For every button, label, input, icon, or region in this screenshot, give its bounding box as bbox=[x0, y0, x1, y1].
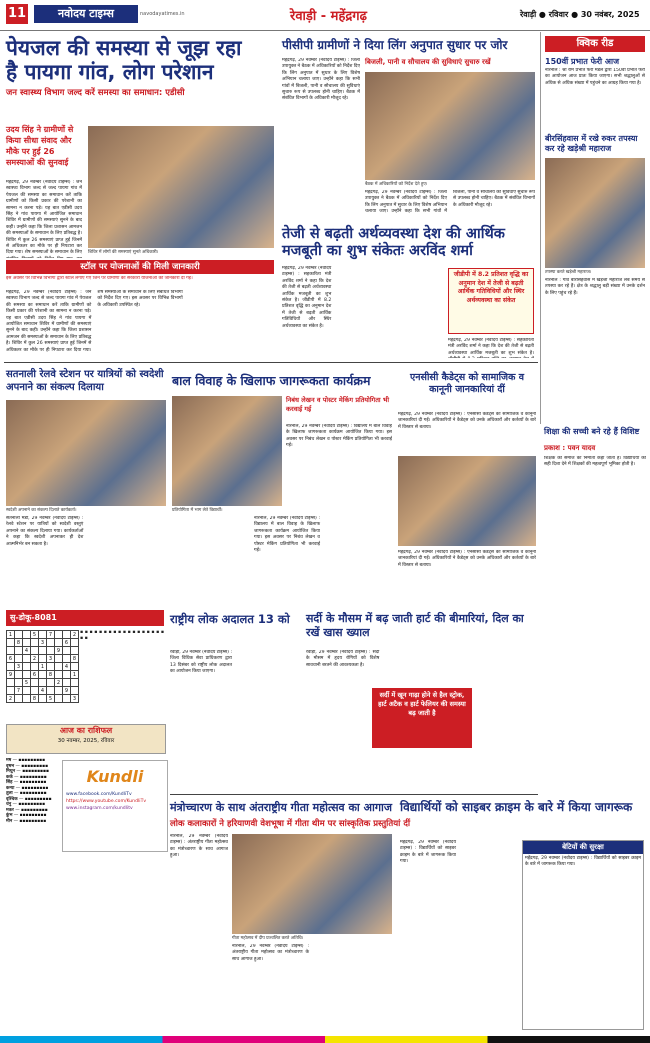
lead-body: महेंद्रगढ़, 29 नवम्बर (नवोदय टाइम्स) : जन स्वास्थ्य विभाग जल्द से जल्द पायगा गांव में पेयजल की समस्या का समाधान करें ताकि ग्रामीणों को किसी प्रकार की परेशानी का सामना न करना पड़े। यह बात एडीसी उदय सिंह ने गांव पायगा में आयोजित समाधान शिविर में ग्रामीणों की समस्याएं सुनने के बाद कही। उन्होंने कहा कि जिला प्रशासन आमजन की समस्याओं के समाधान के लिए प्रतिबद्ध है। शिविर में कुल 26 समस्याएं प्राप्त हुई जिनमें से अधिकतर का मौके पर ही निपटारा कर दिया गया। शेष समस्याओं के समाधान के लिए bbox=[6, 180, 82, 256]
ncc-headline: एनसीसी कैडेट्स को सामाजिक व कानूनी जानकारियां दीं bbox=[410, 372, 524, 395]
winter-box: सर्दी में खून गाढ़ा होने से हैल स्ट्रोक, हार्ट अटैक व हार्ट फेलियर की समस्या बढ़ जाती है bbox=[372, 688, 472, 748]
stalls-bar: स्टॉल पर योजनाओं की मिली जानकारी bbox=[6, 260, 274, 274]
paper-logo: नवोदय टाइम्स bbox=[34, 5, 138, 23]
gita-body-cont: नारनौल, 29 नवम्बर (नवोदय टाइम्स) : अंतराष्ट्रीय गीता महोत्सव का मंत्रोच्चारण के साथ आगाज हुआ। bbox=[232, 944, 309, 962]
gita-body: नारनौल, 29 नवम्बर (नवोदय टाइम्स) : अंतराष्ट्रीय गीता महोत्सव का मंत्रोच्चारण के साथ आगाज हुआ। bbox=[170, 834, 228, 859]
child-marriage-headline: बाल विवाह के खिलाफ जागरूकता कार्यक्रम bbox=[172, 373, 371, 388]
child-marriage-body-cont: नारनौल, 29 नवम्बर (नवोदय टाइम्स) : विद्यालय में बाल विवाह के खिलाफ जागरूकता कार्यक्रम आयोजित किया गया। इस अवसर पर निबंध लेखन व पोस्टर मेकिंग प्रतियोगिता भी करवाई गई। bbox=[254, 516, 320, 554]
horoscope-sign: मिथुन — ▪▪▪▪▪▪▪▪▪ bbox=[6, 769, 49, 774]
ncc-body: महेंद्रगढ़, 29 नवम्बर (नवोदय टाइम्स) : एनसीसी कैडेट्स को सामाजिक व कानूनी जानकारियां दी गईं। अधिकारियों ने कैडेट्स को उनके अधिकारों और कर्तव्यों के बारे में विस्तार से बताया। bbox=[398, 412, 536, 430]
quick-read-label: क्विक रीड bbox=[545, 36, 645, 52]
lead-headline-2: है पायगा गांव, लोग परेशान bbox=[6, 60, 214, 85]
lok-adalat-headline: राष्ट्रीय लोक अदालत 13 को bbox=[170, 612, 290, 626]
horoscope-sign: सिंह — ▪▪▪▪▪▪▪▪▪ bbox=[6, 780, 47, 785]
sudoku-label: सु-डोकू-8081 bbox=[6, 610, 164, 626]
cyber-body: महेंद्रगढ़, 29 नवम्बर (नवोदय टाइम्स) : विद्यार्थियों को साइबर क्राइम के बारे में जागरूक किया गया। bbox=[400, 840, 456, 865]
section-divider bbox=[4, 362, 538, 363]
horoscope-header bbox=[6, 724, 166, 754]
kundli-url-facebook[interactable]: www.facebook.com/KundliTv bbox=[66, 792, 132, 797]
qr-item1-title: 150वीं प्रभात फेरी आज bbox=[545, 57, 620, 66]
lead-kicker: उदय सिंह ने ग्रामीणों से किया सीधा संवाद और मौके पर हुई 26 समस्याओं की सुनवाई bbox=[6, 125, 74, 167]
child-marriage-body: नारनौल, 29 नवम्बर (नवोदय टाइम्स) : विद्यालय में बाल विवाह के खिलाफ जागरूकता कार्यक्रम आयोजित किया गया। इस अवसर पर निबंध लेखन व पोस्टर मेकिंग प्रतियोगिता भी करवाई गई। bbox=[286, 424, 392, 449]
railway-body: सतनाली मंडी, 29 नवम्बर (नवोदय टाइम्स) : रेलवे स्टेशन पर यात्रियों को स्वदेशी वस्तुएं अपनाने का संकल्प दिलाया गया। कार्यकर्ताओं ने कहा कि स्वदेशी अपनाकर ही देश आत्मनिर्भर बन सकता है। bbox=[6, 516, 84, 547]
horoscope-sign: मेष — ▪▪▪▪▪▪▪▪▪ bbox=[6, 758, 46, 763]
lead-body-cont: महेंद्रगढ़, 29 नवम्बर (नवोदय टाइम्स) : जन स्वास्थ्य विभाग जल्द से जल्द पायगा गांव में पेयजल की समस्या का समाधान करें ताकि ग्रामीणों को किसी प्रकार की परेशानी का सामना न करना पड़े। यह बात एडीसी उदय सिंह ने गांव पायगा में आयोजित समाधान शिविर में ग्रामीणों की समस्याएं सुनने के बाद कही। उन्होंने कहा कि जिला प्रशासन आमजन की समस्याओं के समाधान के लिए प्रतिबद्ध है। शिविर में कुल 26 समस्याएं प्राप्त हुई जिनमें से अधिकतर का मौके पर ही निपटारा कर दिया गया। शेष समस्याओं के समाधान के लिए संबंधित विभागों को निर्देश दिए गए। इस अवसर पर विभिन्न विभागों के अधिकारी उपस्थित रहे। bbox=[6, 290, 183, 353]
sudoku-rules: ▪ ▪ ▪ ▪ ▪ ▪ ▪ ▪ ▪ ▪ ▪ ▪ ▪ ▪ ▪ ▪ ▪ ▪ ▪ ▪ bbox=[80, 630, 164, 642]
horoscope-sign: तुला — ▪▪▪▪▪▪▪▪▪ bbox=[6, 791, 47, 796]
economy-pull-quote: जीडीपी में 8.2 प्रतिशत वृद्धि का अनुमान देश में तेजी से बढ़ती आर्थिक गतिविधियों और स्थिर अर्थव्यवस्था का संकेत bbox=[448, 268, 534, 334]
section-divider bbox=[170, 794, 538, 795]
lead-photo-caption: शिविर में लोगों की समस्याएं सुनते अधिकारी। bbox=[88, 250, 159, 255]
education-body: शिक्षक को समाज का निर्माता कहा जाता है। विद्यार्थियों को सही दिशा देने में शिक्षकों की महत्वपूर्ण भूमिका होती है। bbox=[544, 456, 646, 468]
economy-body: महेंद्रगढ़, 29 नवम्बर (नवोदय टाइम्स) : सहकारिता मंत्री अरविंद शर्मा ने कहा कि देश की तेजी से बढ़ती अर्थव्यवस्था आर्थिक मजबूती का शुभ संकेत है। जीडीपी में 8.2 प्रतिशत वृद्धि का अनुमान देश में तेजी से बढ़ती आर्थिक गतिविधियों और स्थिर अर्थव्यवस्था का संकेत है। bbox=[282, 266, 332, 329]
pc-body: महेंद्रगढ़, 29 नवम्बर (नवोदय टाइम्स) : जिला उपायुक्त ने बैठक में अधिकारियों को निर्देश दिए कि लिंग अनुपात में सुधार के लिए विशेष अभियान चलाया जाए। उन्होंने कहा कि सभी गांवों में बिजली, पानी व सौचालय की सुविधाएं सुचारु रूप से उपलब्ध होनी चाहिए। बैठक में संबंधित विभागों के अधिकारी मौजूद रहे। bbox=[282, 58, 360, 102]
pc-headline: पीसीपी ग्रामीणों ने दिया लिंग अनुपात सुधार पर जोर bbox=[282, 38, 508, 52]
education-sub: प्रकाश : पवन यादव bbox=[544, 444, 596, 452]
winter-body: रेवाड़ी, 29 नवम्बर (नवोदय टाइम्स) : सर्दी के मौसम में हृदय रोगियों को विशेष सावधानी बरतने की आवश्यकता है। bbox=[306, 650, 380, 668]
lead-story bbox=[6, 36, 274, 98]
horoscope-sign: धनु — ▪▪▪▪▪▪▪▪▪ bbox=[6, 802, 46, 807]
pc-photo bbox=[365, 72, 535, 180]
paper-url: navodayatimes.in bbox=[140, 11, 185, 17]
gita-caption: गीता महोत्सव में दीप प्रज्वलित करते अतिथि। bbox=[232, 936, 304, 941]
lead-headline-1: पेयजल की समस्या से जूझ रहा bbox=[6, 36, 242, 60]
lead-subhead: जन स्वास्थ्य विभाग जल्द करें समस्या का समाधान: एडीसी bbox=[6, 88, 185, 99]
gita-headline-1: मंत्रोच्चारण के साथ अंतराष्ट्रीय गीता महोत्सव का आगाज bbox=[170, 801, 393, 814]
horoscope-sign: मकर — ▪▪▪▪▪▪▪▪▪ bbox=[6, 807, 48, 813]
horoscope-sign: वृश्चिक — ▪▪▪▪▪▪▪▪▪ bbox=[6, 796, 52, 802]
qr-item2-title: बीरसिंहवास में रखे रुकर तपस्या कर रहे खड़ेश्री महाराज bbox=[545, 134, 638, 153]
economy-body-cont: महेंद्रगढ़, 29 नवम्बर (नवोदय टाइम्स) : सहकारिता मंत्री अरविंद शर्मा ने कहा कि देश की तेजी से बढ़ती अर्थव्यवस्था आर्थिक मजबूती का शुभ संकेत है। bbox=[448, 338, 534, 356]
horoscope-sign: कुंभ — ▪▪▪▪▪▪▪▪▪ bbox=[6, 813, 47, 818]
winter-headline: सर्दी के मौसम में बढ़ जाती हार्ट की बीमारियां, दिल का रखें खास ख्याल bbox=[306, 612, 524, 639]
gita-headline-2: लोक कलाकारों ने हरियाणवी वेशभूषा में गीता थीम पर सांस्कृतिक प्रस्तुतियां दीं bbox=[170, 819, 411, 829]
railway-caption: स्वदेशी अपनाने का संकल्प दिलाते कार्यकर्ता। bbox=[6, 508, 77, 513]
print-color-strip bbox=[0, 1036, 650, 1043]
horoscope-title: आज का राशिफल bbox=[59, 726, 113, 735]
masthead bbox=[0, 0, 650, 31]
pc-sub: बिजली, पानी व सौचालय की सुविधाएं सुचारु रखें bbox=[365, 58, 491, 66]
kundli-url-instagram[interactable]: www.instagram.com/kundlitv bbox=[66, 806, 133, 811]
stalls-intro: इस अवसर पर विभिन्न विभागों द्वारा स्टॉल लगाए गए जिन पर ग्रामीणों को सरकारी योजनाओं की जानकारी दी गई। bbox=[6, 276, 193, 281]
qr-item2-caption: तपस्या करते खड़ेश्री महाराज। bbox=[545, 270, 592, 275]
ncc-photo bbox=[398, 456, 536, 546]
pc-body-cont: महेंद्रगढ़, 29 नवम्बर (नवोदय टाइम्स) : जिला उपायुक्त ने बैठक में अधिकारियों को निर्देश दिए कि लिंग अनुपात में सुधार के लिए विशेष अभियान चलाया जाए। उन्होंने कहा कि सभी गांवों में बिजली, पानी व सौचालय की सुविधाएं सुचारु रूप से उपलब्ध होनी चाहिए। बैठक में संबंधित विभागों के अधिकारी मौजूद रहे। bbox=[365, 190, 535, 215]
horoscope-sign: कर्क — ▪▪▪▪▪▪▪▪▪ bbox=[6, 774, 47, 780]
lok-adalat-body: रेवाड़ी, 29 नवम्बर (नवोदय टाइम्स) : जिला विधिक सेवा प्राधिकरण द्वारा 13 दिसंबर को राष्ट्रीय लोक अदालत का आयोजन किया जाएगा। bbox=[170, 650, 232, 675]
qr-item2-photo bbox=[545, 158, 645, 268]
child-marriage-sub: निबंध लेखन व पोस्टर मेकिंग प्रतियोगिता भी करवाई गई bbox=[286, 396, 390, 413]
edition-name: रेवाड़ी - महेंद्रगढ़ bbox=[290, 9, 367, 24]
qr-item1-text: नारनौल : श्री राम प्रभात फेरी मंडल द्वारा 150वीं प्रभात फेरी का आयोजन आज प्रातः किया जाएगा। सभी श्रद्धालुओं से अधिक से अधिक संख्या में पहुंचने का आग्रह किया गया है। bbox=[545, 68, 645, 86]
kundli-url-youtube[interactable]: https://www.youtube.com/KundliTv bbox=[66, 799, 147, 804]
cyber-box-body: महेंद्रगढ़, 29 नवम्बर (नवोदय टाइम्स) : विद्यार्थियों को साइबर क्राइम के बारे में जागरूक किया गया। bbox=[525, 856, 641, 868]
gita-photo bbox=[232, 834, 392, 934]
horoscope-sign: वृषभ — ▪▪▪▪▪▪▪▪▪ bbox=[6, 763, 49, 769]
economy-story bbox=[282, 226, 534, 259]
ncc-body-cont: महेंद्रगढ़, 29 नवम्बर (नवोदय टाइम्स) : एनसीसी कैडेट्स को सामाजिक व कानूनी जानकारियां दी गईं। अधिकारियों ने कैडेट्स को उनके अधिकारों और कर्तव्यों के बारे में विस्तार से बताया। bbox=[398, 550, 536, 568]
railway-photo bbox=[6, 400, 166, 506]
economy-headline-1: तेजी से बढ़ती अर्थव्यवस्था देश की आर्थिक bbox=[282, 226, 505, 242]
horoscope-date: 30 नवम्बर, 2025, रविवार bbox=[57, 738, 115, 744]
pc-photo-caption: बैठक में अधिकारियों को निर्देश देते हुए। bbox=[365, 182, 428, 187]
page-number: 11 bbox=[6, 4, 28, 24]
sudoku-grid: 1 5 7 2 8 3 6 4 9 6 2 3 8 3 1 4 9 6 8 1 5 2 7 4 9 2 8 5 3 bbox=[6, 630, 79, 703]
horoscope-sign: मीन — ▪▪▪▪▪▪▪▪▪ bbox=[6, 818, 47, 824]
issue-date: रेवाड़ी ● रविवार ● 30 नवंबर, 2025 bbox=[520, 10, 640, 19]
cyber-box-title: बेटियों की सुरक्षा bbox=[523, 841, 643, 854]
kundli-ad bbox=[62, 760, 168, 852]
lead-photo bbox=[88, 126, 274, 248]
cyber-headline: विद्यार्थियों को साइबर क्राइम के बारे में किया जागरूक bbox=[400, 800, 633, 814]
cyber-box bbox=[522, 840, 644, 1030]
kundli-logo: Kundli bbox=[86, 767, 144, 786]
horoscope-sign: कन्या — ▪▪▪▪▪▪▪▪▪ bbox=[6, 785, 49, 791]
quick-read-column bbox=[540, 32, 647, 424]
child-marriage-caption: प्रतियोगिता में भाग लेते विद्यार्थी। bbox=[172, 508, 223, 513]
railway-headline: सतनाली रेलवे स्टेशन पर यात्रियों को स्वदेशी अपनाने का संकल्प दिलाया bbox=[6, 369, 164, 393]
education-headline: शिक्षा की सच्ची बने रहे हैं विशिष्ट bbox=[544, 427, 640, 436]
economy-headline-2: मजबूती का शुभ संकेतः अरविंद शर्मा bbox=[282, 242, 473, 259]
qr-item2-text: नारनौल : गांव बीरसिंहवास में खड़ेश्री महाराज लंबे समय से तपस्या कर रहे हैं। क्षेत्र के श्रद्धालु बड़ी संख्या में उनके दर्शन के लिए पहुंच रहे हैं। bbox=[545, 278, 645, 296]
child-marriage-photo bbox=[172, 396, 282, 506]
